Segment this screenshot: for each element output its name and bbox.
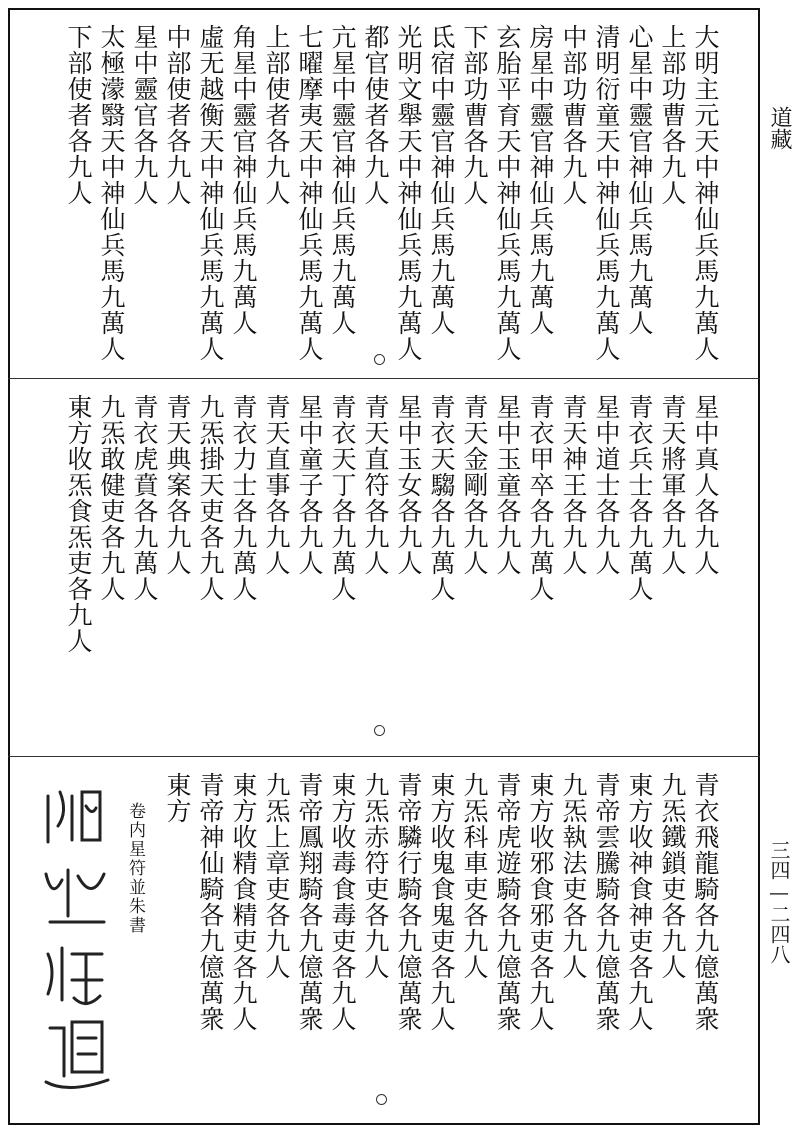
text-column: 東方收神食神吏各九人	[625, 772, 654, 1032]
text-column: 中部功曹各九人	[559, 24, 588, 206]
text-column: 氐宿中靈官神仙兵馬九萬人	[427, 24, 456, 336]
text-column: 東方收精食精吏各九人	[229, 772, 258, 1032]
text-panel-2	[10, 380, 758, 756]
text-column: 心星中靈官神仙兵馬九萬人	[625, 24, 654, 336]
text-column: 都官使者各九人	[361, 24, 390, 206]
text-column: 東方收鬼食鬼吏各九人	[427, 772, 456, 1032]
collection-title: 道藏	[767, 106, 792, 150]
column-group	[10, 758, 758, 1124]
text-column: 上部功曹各九人	[658, 24, 687, 206]
text-panel-3	[10, 758, 758, 1124]
text-column: 東方收邪食邪吏各九人	[526, 772, 555, 1032]
text-column: 大明主元天中神仙兵馬九萬人	[691, 24, 720, 362]
text-column: 青帝虎遊騎各九億萬衆	[493, 772, 522, 1032]
text-column: 青天直符各九人	[361, 394, 390, 576]
text-column: 亢星中靈官神仙兵馬九萬人	[328, 24, 357, 336]
text-column: 青衣甲卒各九萬人	[526, 394, 555, 602]
text-column: 星中童子各九人	[295, 394, 324, 576]
text-column: 星中玉女各九人	[394, 394, 423, 576]
text-column: 青衣天騶各九萬人	[427, 394, 456, 602]
text-column: 下部使者各九人	[64, 24, 93, 206]
talisman-seal-icon	[38, 782, 116, 1092]
panel-divider	[8, 756, 760, 757]
circle-mark	[374, 354, 385, 365]
text-column: 青天金剛各九人	[460, 394, 489, 576]
text-column: 星中道士各九人	[592, 394, 621, 576]
column-group	[10, 380, 758, 756]
column-group	[10, 10, 758, 378]
text-column: 中部使者各九人	[163, 24, 192, 206]
page-number: 三四—二四八	[767, 840, 791, 964]
text-column: 星中玉童各九人	[493, 394, 522, 576]
text-column: 清明衍童天中神仙兵馬九萬人	[592, 24, 621, 362]
text-column: 青天典案各九人	[163, 394, 192, 576]
text-column: 青天將軍各九人	[658, 394, 687, 576]
inscription-note: 卷内星符並朱書	[125, 802, 145, 935]
text-column: 東方	[163, 772, 192, 824]
text-panel-1	[10, 10, 758, 378]
text-column: 上部使者各九人	[262, 24, 291, 206]
text-column: 光明文舉天中神仙兵馬九萬人	[394, 24, 423, 362]
text-column: 青天直事各九人	[262, 394, 291, 576]
text-column: 東方收毒食毒吏各九人	[328, 772, 357, 1032]
circle-mark	[374, 725, 385, 736]
text-column: 青帝神仙騎各九億萬衆	[196, 772, 225, 1032]
text-column: 角星中靈官神仙兵馬九萬人	[229, 24, 258, 336]
text-column: 九炁執法吏各九人	[559, 772, 588, 980]
text-column: 青衣飛龍騎各九億萬衆	[691, 772, 720, 1032]
text-column: 九炁掛天吏各九人	[196, 394, 225, 602]
text-column: 東方收炁食炁吏各九人	[64, 394, 93, 654]
text-column: 青帝鳳翔騎各九億萬衆	[295, 772, 324, 1032]
text-column: 九炁敢健吏各九人	[97, 394, 126, 602]
text-column: 太極濛翳天中神仙兵馬九萬人	[97, 24, 126, 362]
text-column: 星中真人各九人	[691, 394, 720, 576]
text-column: 下部功曹各九人	[460, 24, 489, 206]
text-column: 青帝驎行騎各九億萬衆	[394, 772, 423, 1032]
text-column: 房星中靈官神仙兵馬九萬人	[526, 24, 555, 336]
text-column: 青衣天丁各九萬人	[328, 394, 357, 602]
text-column: 青衣力士各九萬人	[229, 394, 258, 602]
text-column: 九炁上章吏各九人	[262, 772, 291, 980]
text-column: 虛无越衡天中神仙兵馬九萬人	[196, 24, 225, 362]
text-column: 九炁科車吏各九人	[460, 772, 489, 980]
circle-mark	[376, 1094, 387, 1105]
text-column: 玄胎平育天中神仙兵馬九萬人	[493, 24, 522, 362]
panel-divider	[8, 378, 760, 379]
text-column: 九炁赤符吏各九人	[361, 772, 390, 980]
text-column: 七曜摩夷天中神仙兵馬九萬人	[295, 24, 324, 362]
text-column: 青天神王各九人	[559, 394, 588, 576]
text-column: 青衣兵士各九萬人	[625, 394, 654, 602]
text-column: 九炁鐵鎖吏各九人	[658, 772, 687, 980]
text-column: 星中靈官各九人	[130, 24, 159, 206]
text-column: 青衣虎賁各九萬人	[130, 394, 159, 602]
text-column: 青帝雲騰騎各九億萬衆	[592, 772, 621, 1032]
